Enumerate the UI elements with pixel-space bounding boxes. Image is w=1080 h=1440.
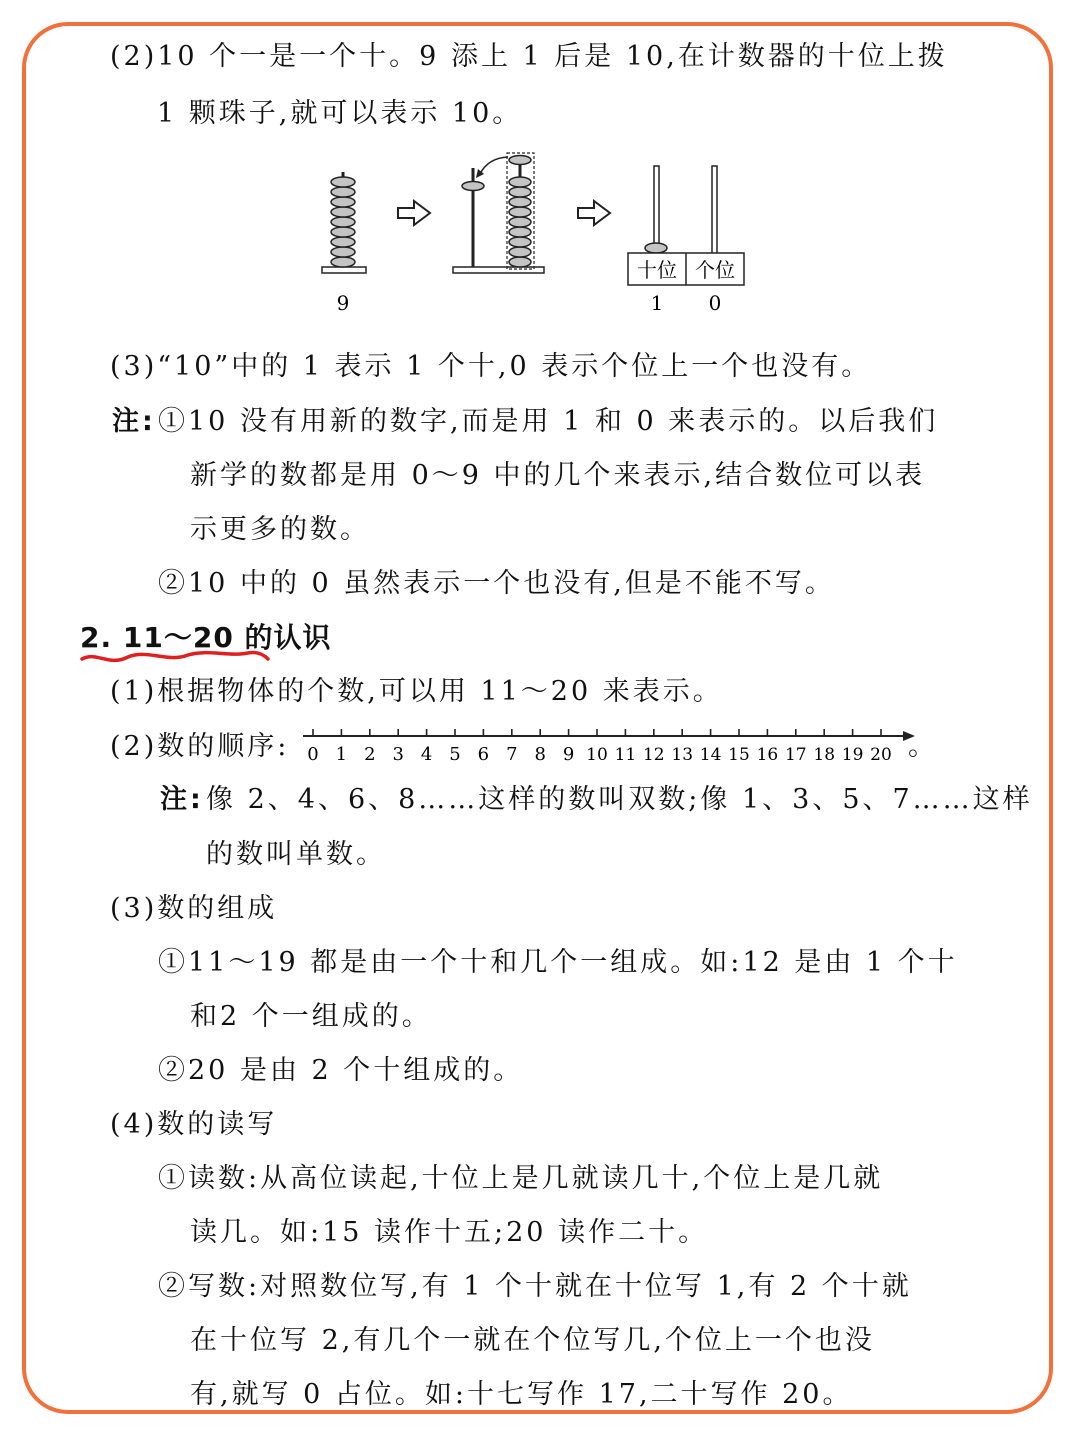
number-line-label: 18 xyxy=(813,745,836,765)
number-line-label: 16 xyxy=(756,745,779,765)
text-line-9: (2)数的顺序: xyxy=(110,731,290,762)
bead xyxy=(331,177,355,187)
text-line-12: (3)数的组成 xyxy=(110,893,278,924)
number-line-label: 8 xyxy=(534,744,546,765)
text-line-20: 在十位写 2,有几个一就在个位写几,个位上一个也没 xyxy=(190,1325,875,1356)
bead xyxy=(331,257,355,267)
bead xyxy=(331,197,355,207)
number-line-label: 4 xyxy=(420,744,433,765)
bead xyxy=(331,187,355,197)
bead xyxy=(331,227,355,237)
move-arrow-icon xyxy=(480,157,508,174)
number-line-label: 5 xyxy=(449,744,461,765)
bead xyxy=(509,197,531,207)
number-line-label: 9 xyxy=(562,744,575,765)
text-line-6: 示更多的数。 xyxy=(190,514,370,545)
abacus-two-rods xyxy=(453,153,544,273)
abacus-place-value xyxy=(628,166,744,315)
note2-label: 注: xyxy=(160,784,204,815)
text-line-11: 的数叫单数。 xyxy=(206,839,386,870)
bead xyxy=(509,217,531,227)
number-line-label: 6 xyxy=(477,744,490,765)
text-line-4: ①10 没有用新的数字,而是用 1 和 0 来表示的。以后我们 xyxy=(158,406,939,437)
number-line-label: 1 xyxy=(335,744,348,765)
text-line-21: 有,就写 0 占位。如:十七写作 17,二十写作 20。 xyxy=(190,1379,853,1410)
number-line-label: 11 xyxy=(614,745,637,765)
bead xyxy=(331,237,355,247)
abacus-nine-label: 9 xyxy=(336,291,350,315)
number-line-label: 13 xyxy=(671,745,694,765)
number-line-label: 12 xyxy=(642,745,665,765)
text-line-18: 读几。如:15 读作十五;20 读作二十。 xyxy=(190,1217,709,1248)
tens-digit: 1 xyxy=(650,291,664,315)
number-line-label: 19 xyxy=(841,745,864,765)
text-line-15: ②20 是由 2 个十组成的。 xyxy=(158,1055,524,1086)
bead xyxy=(509,207,531,217)
bead xyxy=(509,227,531,237)
number-line-label: 20 xyxy=(870,745,892,765)
text-line-13: ①11～19 都是由一个十和几个一组成。如:12 是由 1 个十 xyxy=(158,947,958,978)
text-line-7: ②10 中的 0 虽然表示一个也没有,但是不能不写。 xyxy=(158,568,835,599)
bead xyxy=(509,237,531,247)
text-line-16: (4)数的读写 xyxy=(110,1109,278,1140)
bead xyxy=(331,247,355,257)
ones-place-label: 个位 xyxy=(695,258,735,282)
text-line-8: (1)根据物体的个数,可以用 11～20 来表示。 xyxy=(110,676,723,707)
ones-digit: 0 xyxy=(708,291,722,315)
number-line-label: 0 xyxy=(307,744,319,765)
arrow-right-icon xyxy=(398,201,430,225)
text-line-17: ①读数:从高位读起,十位上是几就读几十,个位上是几就 xyxy=(158,1163,884,1194)
number-line-label: 14 xyxy=(699,745,722,765)
text-line-1: (2)10 个一是一个十。9 添上 1 后是 10,在计数器的十位上拨 xyxy=(110,41,948,72)
text-line-10: 像 2、4、6、8……这样的数叫双数;像 1、3、5、7……这样 xyxy=(206,784,1033,815)
number-line-label: 15 xyxy=(728,745,750,765)
text-line-2: 1 颗珠子,就可以表示 10。 xyxy=(157,98,523,129)
bead xyxy=(331,207,355,217)
text-line-14: 和2 个一组成的。 xyxy=(190,1001,432,1032)
number-line-label: 3 xyxy=(392,744,404,765)
number-line-label: 7 xyxy=(506,744,518,765)
number-line-label: 10 xyxy=(586,745,608,765)
red-underline-mark xyxy=(78,645,278,675)
number-line-label: 2 xyxy=(364,744,376,765)
text-line-5: 新学的数都是用 0～9 中的几个来表示,结合数位可以表 xyxy=(190,460,926,491)
text-line-3: (3)“10”中的 1 表示 1 个十,0 表示个位上一个也没有。 xyxy=(110,351,872,382)
tens-place-label: 十位 xyxy=(637,258,677,282)
bead xyxy=(509,257,531,267)
text-line-19: ②写数:对照数位写,有 1 个十就在十位写 1,有 2 个十就 xyxy=(158,1271,912,1302)
arrow-right-icon xyxy=(578,201,610,225)
bead xyxy=(509,247,531,257)
bead xyxy=(509,187,531,197)
section-heading: 2. 11～20 的认识 xyxy=(80,621,332,654)
abacus-nine xyxy=(322,172,366,315)
bead xyxy=(509,177,531,187)
abacus-illustration xyxy=(310,150,790,320)
note-label: 注: xyxy=(112,406,156,437)
number-line-end: 。 xyxy=(908,731,938,762)
number-line-label: 17 xyxy=(784,745,807,765)
number-line xyxy=(295,722,915,772)
bead xyxy=(331,217,355,227)
